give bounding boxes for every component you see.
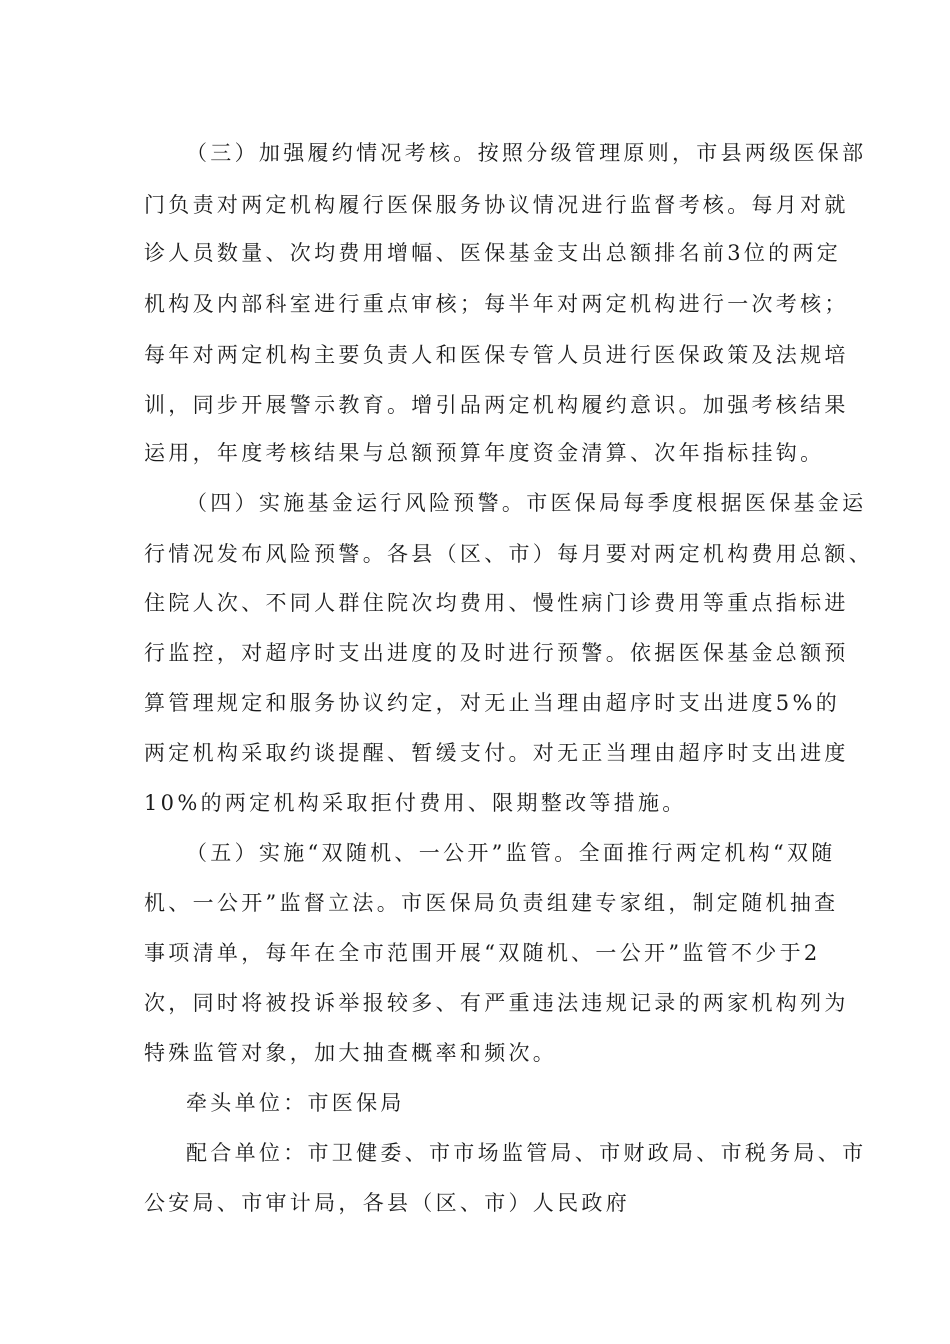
cooperating-units-line-1: 配合单位：市卫健委、市市场监管局、市财政局、市税务局、市 [186, 1141, 867, 1165]
paragraph-4-line-2: 行情况发布风险预警。各县（区、市）每月要对两定机构费用总额、 [144, 542, 873, 566]
paragraph-5-line-1: （五）实施“双随机、一公开”监管。全面推行两定机构“双随 [186, 841, 836, 865]
paragraph-5-line-4: 次，同时将被投诉举报较多、有严重违法违规记录的两家机构列为 [144, 991, 849, 1015]
paragraph-3-line-7: 运用，年度考核结果与总额预算年度资金清算、次年指标挂钩。 [144, 441, 825, 465]
cooperating-units-line-2: 公安局、市审计局，各县（区、市）人民政府 [144, 1191, 630, 1215]
paragraph-5-line-3: 事项清单，每年在全市范围开展“双随机、一公开”监管不少于2 [144, 941, 821, 965]
paragraph-4-line-3: 住院人次、不同人群住院次均费用、慢性病门诊费用等重点指标进 [144, 591, 849, 615]
paragraph-3-line-6: 训，同步开展警示教育。增引品两定机构履约意识。加强考核结果 [144, 393, 849, 417]
paragraph-3-line-1: （三）加强履约情况考核。按照分级管理原则，市县两级医保部 [186, 141, 867, 165]
paragraph-4-line-4: 行监控，对超序时支出进度的及时进行预警。依据医保基金总额预 [144, 641, 849, 665]
paragraph-4-line-7: 10%的两定机构采取拒付费用、限期整改等措施。 [144, 791, 687, 815]
lead-unit-line: 牵头单位：市医保局 [186, 1091, 405, 1115]
paragraph-3-line-5: 每年对两定机构主要负责人和医保专管人员进行医保政策及法规培 [144, 343, 849, 367]
paragraph-3-line-2: 门负责对两定机构履行医保服务协议情况进行监督考核。每月对就 [144, 193, 849, 217]
paragraph-5-line-5: 特殊监管对象，加大抽查概率和频次。 [144, 1041, 558, 1065]
paragraph-4-line-1: （四）实施基金运行风险预警。市医保局每季度根据医保基金运 [186, 491, 867, 515]
paragraph-5-line-2: 机、一公开”监督立法。市医保局负责组建专家组，制定随机抽查 [144, 891, 839, 915]
paragraph-4-line-5: 算管理规定和服务协议约定，对无止当理由超序时支出进度5%的 [144, 691, 841, 715]
paragraph-4-line-6: 两定机构采取约谈提醒、暂缓支付。对无正当理由超序时支出进度 [144, 741, 849, 765]
paragraph-3-line-4: 机构及内部科室进行重点审核；每半年对两定机构进行一次考核； [144, 292, 849, 316]
paragraph-3-line-3: 诊人员数量、次均费用增幅、医保基金支出总额排名前3位的两定 [144, 241, 842, 265]
